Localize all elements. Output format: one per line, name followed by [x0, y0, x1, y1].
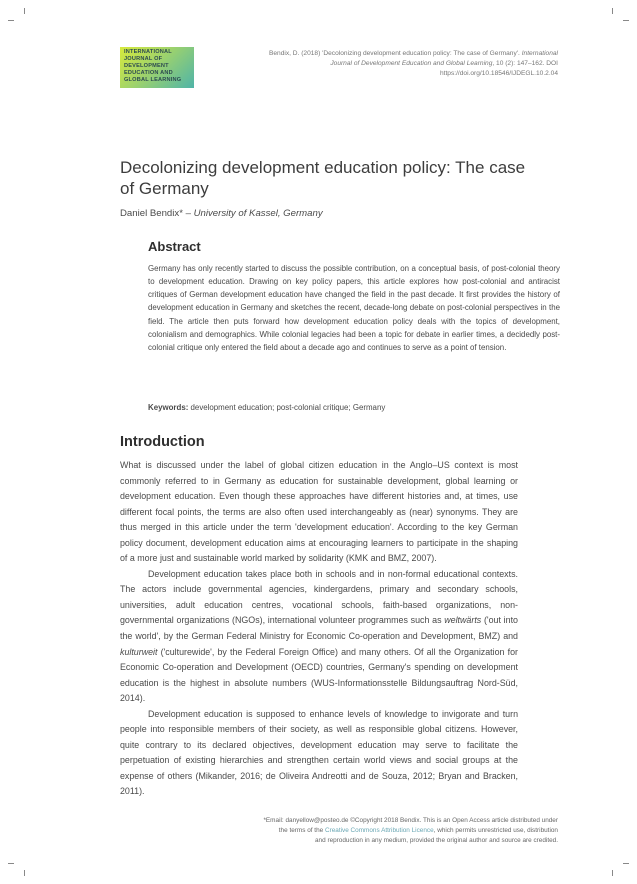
- paragraph-text: ('culturewide', by the Federal Foreign Office) and many others. Of all the Organization for Economic Co-operation and Development (OECD) countries, Germany's spending on development education is the highest in absolute numbers (WUS-Informationsstelle Bildungsauftrag Nord-Süd, 2014).: [120, 646, 518, 704]
- footnote-text: , which permits unrestricted use, distribution: [433, 827, 558, 834]
- journal-logo: [120, 47, 194, 88]
- introduction-heading: Introduction: [120, 434, 205, 450]
- article-title: Decolonizing development education policy: The case of Germany: [120, 158, 526, 198]
- citation-journal: International Journal of Development Education and Global Learning: [330, 50, 558, 67]
- paragraph: Development education is supposed to enhance levels of knowledge to invigorate and turn people into responsible members of their society, as well as responsible global citizens. However, quite contrary to its declared objectives, development education may serve to facilitate the perpetuation of existing hierarchies and strengthen certain world views and social groups at the expense of others (Mikander, 2016; de Oliveira Andreotti and de Souza, 2012; Bryan and Bracken, 2011).: [120, 708, 518, 797]
- footnote-text: the terms of the: [278, 827, 325, 834]
- keywords: [148, 403, 385, 412]
- crop-mark: [623, 20, 629, 21]
- footnote-line: *Email: danyellow@posteo.de ©Copyright 2018 Bendix. This is an Open Access article distributed under: [263, 817, 558, 824]
- citation: [262, 49, 558, 79]
- introduction-body: [120, 458, 518, 800]
- citation-post: , 10 (2): 147–162. DOI https://doi.org/10.18546/IJDEGL.10.2.04: [439, 60, 558, 77]
- keywords-text: development education; post-colonial critique; Germany: [188, 403, 386, 412]
- paragraph-italic: kulturweit: [120, 646, 158, 657]
- crop-mark: [24, 8, 25, 14]
- keywords-label: Keywords:: [148, 403, 189, 412]
- author-affiliation: University of Kassel, Germany: [193, 208, 323, 219]
- paragraph-text: Development education takes place both in schools and in non-formal educational contexts. The actors include governmental agencies, kindergardens, primary and secondary schools, universities, adult education centres, vocational schools, faith-based organizations, non-governmental organizations (NGOs), international volunteer programmes such as: [120, 568, 518, 626]
- footnote-line: [250, 826, 558, 836]
- author-line: [120, 208, 323, 219]
- license-link[interactable]: Creative Commons Attribution Licence: [324, 827, 434, 834]
- paragraph-italic: weltwärts: [444, 615, 482, 626]
- crop-mark: [612, 870, 613, 876]
- abstract-heading: Abstract: [148, 239, 201, 254]
- footnote-line: and reproduction in any medium, provided the original author and source are credited.: [315, 837, 558, 844]
- crop-mark: [24, 870, 25, 876]
- paragraph: [120, 567, 518, 707]
- author-separator: –: [182, 208, 194, 219]
- footnote: [250, 816, 558, 846]
- crop-mark: [8, 863, 14, 864]
- journal-logo-line: DEVELOPMENT: [124, 63, 169, 69]
- journal-logo-line: GLOBAL LEARNING: [124, 77, 182, 83]
- crop-mark: [612, 8, 613, 14]
- journal-logo-line: INTERNATIONAL: [124, 49, 172, 55]
- paragraph: What is discussed under the label of global citizen education in the Anglo–US context is most commonly referred to in Germany as education for sustainable development, global learning or development education. Even though these approaches have different histories and, at times, use different focal points, the terms are also often used interchangeably as (near) synonyms. They are thus merged in this article under the term 'development education'. According to the key German policy document, development education aims at encouraging learners to participate in the shaping of a more just and sustainable world marked by solidarity (KMK and BMZ, 2007).: [120, 460, 518, 564]
- crop-mark: [623, 863, 629, 864]
- author-name: Daniel Bendix*: [120, 208, 183, 219]
- abstract-text: Germany has only recently started to discuss the possible contribution, on a conceptual basis, of post-colonial theory to development education. Drawing on key policy papers, this article explores how post-colonial and antiracist critiques of German development education have changed the field in the past decade. It first provides the history of development education in Germany and sketches the recent, decade-long debate on post-colonial perspectives in the field. The article then puts forward how development education policy deals with the topics of development, colonialism and demographics. While colonial legacies had been a topic for debate in earlier times, a decidedly post-colonial critique only entered the field about a decade ago and continues to serve as a point of tension.: [148, 264, 560, 352]
- paragraph-text: ('out into the world', by the German Federal Ministry for Economic Co-operation and Development, BMZ) and: [120, 615, 518, 642]
- journal-logo-line: EDUCATION AND: [124, 70, 173, 76]
- journal-logo-line: JOURNAL OF: [124, 56, 163, 62]
- citation-pre: Bendix, D. (2018) 'Decolonizing development education policy: The case of Germany'.: [268, 50, 522, 57]
- crop-mark: [8, 20, 14, 21]
